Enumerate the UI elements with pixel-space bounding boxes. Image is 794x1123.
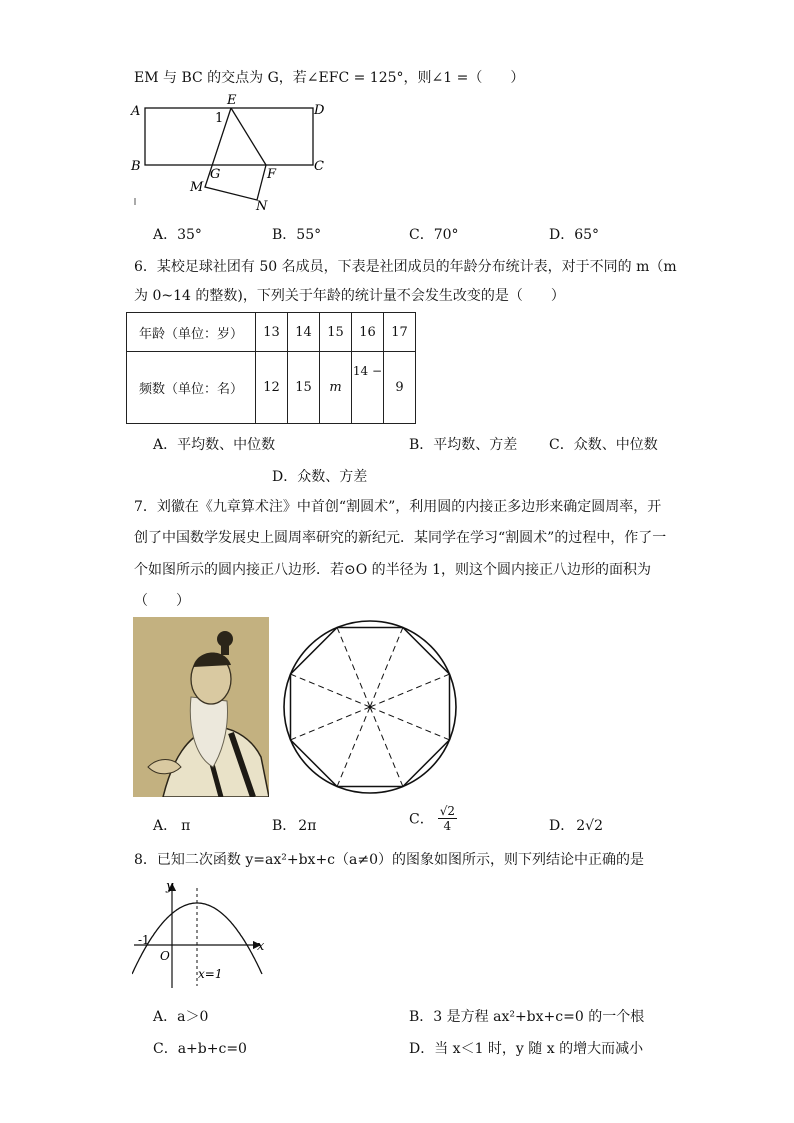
- table-age-15: 15: [320, 313, 352, 352]
- graph-x-label: x: [257, 939, 265, 954]
- q7-option-b: B． 2π: [272, 818, 317, 834]
- fraction-denominator: 4: [443, 819, 452, 833]
- age-frequency-table: [126, 312, 416, 424]
- q8-option-c: C．a+b+c=0: [153, 1041, 247, 1057]
- q8-option-d: D．当 x＜1 时，y 随 x 的增大而减小: [409, 1041, 644, 1057]
- label-G: G: [210, 167, 221, 182]
- q6-option-c: C．众数、中位数: [549, 437, 658, 453]
- q6-option-d: D．众数、方差: [272, 469, 368, 485]
- table-freq-13: 12: [256, 352, 288, 424]
- q7-option-c: C． $\frac{√2}{4}$: [409, 804, 455, 833]
- q8-stem: 8．已知二次函数 y=ax²+bx+c（a≠0）的图象如图所示，则下列结论中正确的是: [134, 852, 644, 868]
- q8-option-b: B．3 是方程 ax²+bx+c=0 的一个根: [409, 1009, 645, 1025]
- table-age-14: 14: [288, 313, 320, 352]
- q7-line2: 创了中国数学发展史上圆周率研究的新纪元．某同学在学习“割圆术”的过程中，作了一: [134, 530, 667, 546]
- label-B: B: [131, 159, 141, 174]
- table-row1-header: 年龄（单位：岁）: [127, 313, 256, 352]
- label-A: A: [131, 104, 141, 119]
- q7-line1: 7．刘徽在《九章算术注》中首创“割圆术”，利用圆的内接正多边形来确定圆周率，开: [134, 499, 662, 515]
- table-age-17: 17: [384, 313, 416, 352]
- fraction-numerator: √2: [439, 804, 455, 818]
- liu-hui-portrait: [133, 617, 269, 797]
- table-row2-header: 频数（单位：名）: [127, 352, 256, 424]
- label-E: E: [227, 93, 237, 108]
- q5-option-b: B．55°: [272, 227, 322, 243]
- q6-option-a: A．平均数、中位数: [153, 437, 276, 453]
- octagon-in-circle-figure: [275, 617, 465, 797]
- q6-option-b: B．平均数、方差: [409, 437, 518, 453]
- label-D: D: [314, 103, 325, 118]
- parabola-graph: [132, 878, 272, 993]
- graph-axis-label: x=1: [198, 967, 223, 981]
- table-age-13: 13: [256, 313, 288, 352]
- q6-stem-line2: 为 0~14 的整数)，下列关于年龄的统计量不会发生改变的是（ ）: [134, 288, 565, 304]
- label-angle1: 1: [215, 111, 224, 126]
- q7-option-a: A． π: [153, 818, 191, 834]
- graph-neg1-label: -1: [138, 933, 150, 947]
- q5-option-a: A．35°: [153, 227, 202, 243]
- table-age-16: 16: [352, 313, 384, 352]
- q7-option-d: D． 2√2: [549, 818, 603, 834]
- q5-stem: EM 与 BC 的交点为 G，若∠EFC = 125°，则∠1 =（ ）: [134, 70, 525, 86]
- q8-option-a: A．a＞0: [153, 1009, 209, 1025]
- q5-option-c: C．70°: [409, 227, 459, 243]
- table-freq-16: 14 −: [352, 352, 384, 424]
- label-M: M: [190, 180, 204, 195]
- q5-figure: [126, 90, 336, 215]
- q7-line4: （ ）: [134, 593, 190, 609]
- label-C: C: [314, 159, 324, 174]
- q7-line3: 个如图所示的圆内接正八边形．若⊙O 的半径为 1，则这个圆内接正八边形的面积为: [134, 562, 652, 578]
- graph-y-label: y: [166, 879, 174, 894]
- graph-origin-label: O: [160, 949, 170, 963]
- table-freq-15: m: [320, 352, 352, 424]
- label-F: F: [267, 167, 277, 182]
- table-freq-14: 15: [288, 352, 320, 424]
- q5-option-d: D．65°: [549, 227, 600, 243]
- q6-stem-line1: 6．某校足球社团有 50 名成员，下表是社团成员的年龄分布统计表，对于不同的 m（m: [134, 259, 677, 275]
- label-N: N: [256, 199, 268, 214]
- table-freq-17: 9: [384, 352, 416, 424]
